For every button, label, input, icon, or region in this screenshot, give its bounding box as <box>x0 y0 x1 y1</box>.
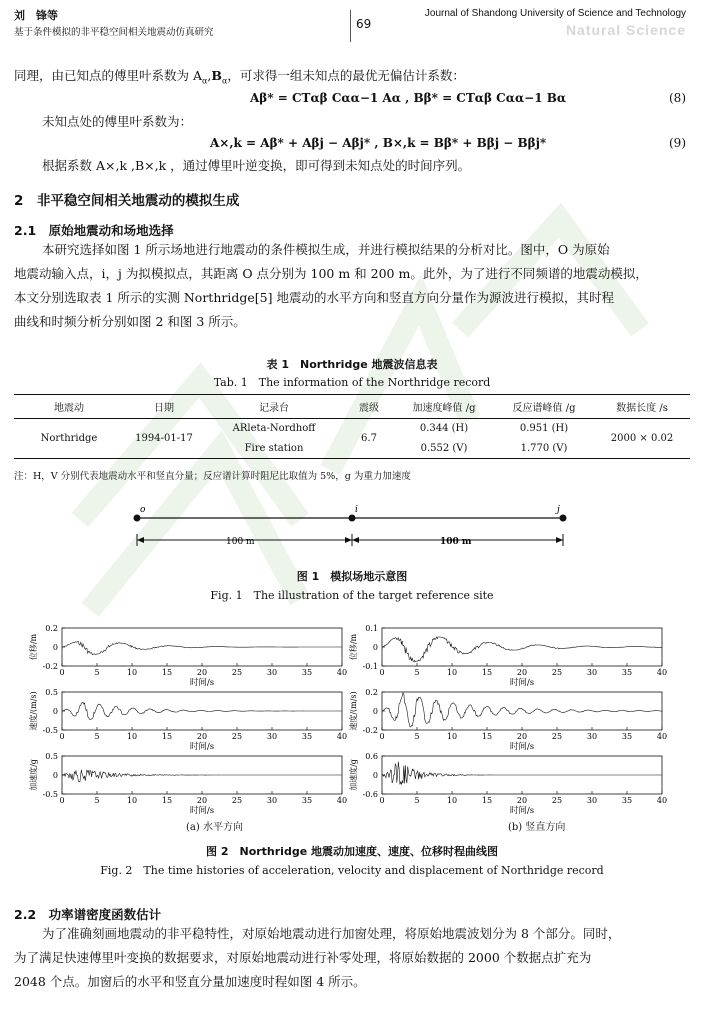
x-tick-label: 20 <box>516 668 528 677</box>
figure-2-caption-cn: 图 2 Northridge 地震动加速度、速度、位移时程曲线图 <box>206 845 498 858</box>
x-tick-label: 5 <box>414 796 420 805</box>
series-line-acceleration-V <box>382 762 662 785</box>
running-header-author: 刘 锋等 <box>14 9 58 22</box>
y-axis-label: 位移/m <box>29 633 38 661</box>
x-tick-label: 40 <box>656 732 668 741</box>
figure-1-caption-cn: 图 1 模拟场地示意图 <box>296 570 408 583</box>
y-tick-label: 0.5 <box>45 752 58 761</box>
x-tick-label: 20 <box>516 732 528 741</box>
table-1 <box>14 394 690 459</box>
distance-1-label: 100 m <box>226 537 255 547</box>
x-tick-label: 0 <box>59 668 65 677</box>
table-1-note: 注：H，V 分别代表地震动水平和竖直分量；反应谱计算时阻尼比取值为 5%，g 为重力加速度 <box>14 471 411 482</box>
x-axis-label: 时间/s <box>189 678 215 688</box>
x-tick-label: 15 <box>481 668 493 677</box>
table-1-caption-cn: 表 1 Northridge 地震波信息表 <box>266 358 438 371</box>
table-cell-pga: 0.344 (H) <box>419 423 469 435</box>
x-tick-label: 30 <box>586 732 598 741</box>
x-tick-label: 40 <box>656 668 668 677</box>
equation-8-number: (8) <box>669 91 686 105</box>
x-tick-label: 30 <box>266 796 278 805</box>
paragraph-21-line3: 本文分别选取表 1 所示的实测 Northridge[5] 地震动的水平方向和竖直方向分量作为源波进行模拟，其时程 <box>14 290 614 305</box>
x-tick-label: 0 <box>379 668 385 677</box>
journal-name: Journal of Shandong University of Science and Technology <box>424 8 686 19</box>
section-2-heading: 2 非平稳空间相关地震动的模拟生成 <box>14 193 240 209</box>
paragraph-22-line2: 为了满足快速傅里叶变换的数据要求，对原始地震动进行补零处理，将原始数据的 2000 个数据点扩充为 <box>14 950 592 965</box>
y-tick-label: 0.6 <box>365 752 378 761</box>
y-tick-label: 0 <box>372 707 378 716</box>
table-cell-sa: 1.770 (V) <box>520 442 568 454</box>
y-tick-label: 0.5 <box>45 688 58 697</box>
y-tick-label: -0.5 <box>42 726 58 735</box>
equation-9-number: (9) <box>669 136 686 150</box>
x-tick-label: 25 <box>551 796 563 805</box>
x-tick-label: 10 <box>446 732 458 741</box>
distance-2-label: 100 m <box>440 537 472 547</box>
x-tick-label: 10 <box>446 668 458 677</box>
table-header-magnitude: 震级 <box>359 403 379 414</box>
figure-1-caption-en: Fig. 1 The illustration of the target reference site <box>210 589 494 602</box>
paragraph-after-eq9: 根据系数 A×,k ,B×,k ，通过傅里叶逆变换，即可得到未知点处的时间序列。 <box>42 158 471 173</box>
x-axis-label: 时间/s <box>189 742 215 752</box>
y-tick-label: 0 <box>52 707 58 716</box>
x-tick-label: 35 <box>301 732 313 741</box>
paragraph-22-line1: 为了准确刻画地震动的非平稳特性，对原始地震动进行加窗处理，将原始地震波划分为 8 个部分。同时， <box>42 926 621 941</box>
figure-2-sub-b: (b) 竖直方向 <box>508 822 566 833</box>
y-tick-label: -0.6 <box>362 790 378 799</box>
x-tick-label: 5 <box>94 796 100 805</box>
series-line-velocity-H <box>62 702 342 719</box>
y-tick-label: 0.2 <box>365 688 378 697</box>
table-cell-date: 1994-01-17 <box>135 433 193 444</box>
x-tick-label: 15 <box>161 668 173 677</box>
x-tick-label: 0 <box>59 796 65 805</box>
y-tick-label: 0.1 <box>365 624 378 633</box>
y-tick-label: 0 <box>372 643 378 652</box>
x-tick-label: 0 <box>379 732 385 741</box>
table-cell-quake: Northridge <box>40 433 98 444</box>
x-tick-label: 0 <box>379 796 385 805</box>
y-axis-label: 位移/m <box>349 633 358 661</box>
figure-2-sub-a: (a) 水平方向 <box>186 822 243 833</box>
table-cell-sa: 0.951 (H) <box>519 423 569 435</box>
table-header-date: 日期 <box>154 403 174 414</box>
y-tick-label: 0 <box>52 771 58 780</box>
x-tick-label: 40 <box>656 796 668 805</box>
table-header-sa: 反应谱峰值 /g <box>512 403 576 414</box>
x-tick-label: 25 <box>231 796 243 805</box>
point-i-marker <box>349 515 356 522</box>
page-number: 69 <box>356 17 372 31</box>
x-tick-label: 5 <box>94 668 100 677</box>
y-tick-label: 0 <box>52 643 58 652</box>
paragraph-21-line1: 本研究选择如图 1 所示场地进行地震动的条件模拟生成，并进行模拟结果的分析对比。图中，O 为原始 <box>42 242 610 257</box>
y-axis-label: 速度/(m/s) <box>29 691 38 731</box>
x-tick-label: 35 <box>301 668 313 677</box>
x-tick-label: 15 <box>161 796 173 805</box>
section-2-1-heading: 2.1 原始地震动和场地选择 <box>14 223 174 238</box>
x-tick-label: 35 <box>621 796 633 805</box>
x-tick-label: 15 <box>481 732 493 741</box>
series-line-acceleration-H <box>62 770 342 782</box>
point-i-label: i <box>355 505 358 515</box>
x-tick-label: 5 <box>414 732 420 741</box>
table-header-quake: 地震动 <box>54 403 84 414</box>
section-2-2-heading: 2.2 功率谱密度函数估计 <box>14 907 162 922</box>
x-tick-label: 15 <box>161 732 173 741</box>
x-tick-label: 0 <box>59 732 65 741</box>
series-line-displacement-H <box>62 641 342 654</box>
x-tick-label: 30 <box>586 796 598 805</box>
point-o-marker <box>134 515 141 522</box>
x-axis-label: 时间/s <box>189 806 215 816</box>
x-tick-label: 35 <box>621 668 633 677</box>
y-tick-label: -0.2 <box>362 726 378 735</box>
table-cell-magnitude: 6.7 <box>361 433 377 444</box>
table-cell-station: ARleta-Nordhoff <box>232 423 316 435</box>
x-tick-label: 5 <box>414 668 420 677</box>
table-header-station: 记录台 <box>259 403 289 414</box>
paragraph-21-line4: 曲线和时频分析分别如图 2 和图 3 所示。 <box>14 314 246 329</box>
x-tick-label: 20 <box>196 668 208 677</box>
x-tick-label: 30 <box>266 668 278 677</box>
figure-1-diagram <box>0 500 704 560</box>
x-tick-label: 25 <box>231 732 243 741</box>
x-tick-label: 30 <box>266 732 278 741</box>
x-tick-label: 35 <box>301 796 313 805</box>
x-tick-label: 40 <box>336 668 348 677</box>
figure-2-charts <box>0 620 704 835</box>
x-tick-label: 10 <box>126 668 138 677</box>
y-tick-label: -0.5 <box>42 790 58 799</box>
x-tick-label: 20 <box>516 796 528 805</box>
x-tick-label: 35 <box>621 732 633 741</box>
x-tick-label: 30 <box>586 668 598 677</box>
y-axis-label: 加速度/g <box>349 759 358 791</box>
x-tick-label: 10 <box>126 796 138 805</box>
table-header-pga: 加速度峰值 /g <box>412 403 476 414</box>
y-axis-label: 速度/(m/s) <box>349 691 358 731</box>
x-tick-label: 40 <box>336 732 348 741</box>
table-cell-pga: 0.552 (V) <box>420 442 468 454</box>
y-tick-label: -0.2 <box>42 662 58 671</box>
x-tick-label: 10 <box>126 732 138 741</box>
x-axis-label: 时间/s <box>509 678 535 688</box>
series-line-velocity-V <box>382 693 662 727</box>
table-cell-station: Fire station <box>244 442 304 454</box>
figure-2-caption-en: Fig. 2 The time histories of acceleration, velocity and displacement of Northridge record <box>100 864 604 877</box>
equation-9: A×,k = Aβ* + Aβj − Aβj* , B×,k = Bβ* + Bβj − Bβj* <box>210 136 547 150</box>
table-header-length: 数据长度 /s <box>616 403 668 414</box>
equation-8: Aβ* = CTαβ Cαα−1 Aα , Bβ* = CTαβ Cαα−1 Bα <box>250 91 567 105</box>
x-tick-label: 5 <box>94 732 100 741</box>
y-tick-label: -0.1 <box>362 662 378 671</box>
y-tick-label: 0 <box>372 771 378 780</box>
running-header-title: 基于条件模拟的非平稳空间相关地震动仿真研究 <box>14 27 214 38</box>
x-tick-label: 40 <box>336 796 348 805</box>
table-cell-length: 2000 × 0.02 <box>610 433 674 444</box>
eq8-intro: 同理，由已知点的傅里叶系数为 $A_\alpha,B_\alpha$，可求得一组未知点的最优无偏估计系数： <box>14 68 465 86</box>
series-line-displacement-V <box>382 637 662 662</box>
x-tick-label: 15 <box>481 796 493 805</box>
x-tick-label: 25 <box>231 668 243 677</box>
paragraph-22-line3: 2048 个点。加窗后的水平和竖直分量加速度时程如图 4 所示。 <box>14 974 366 989</box>
x-tick-label: 20 <box>196 796 208 805</box>
x-axis-label: 时间/s <box>509 742 535 752</box>
x-tick-label: 25 <box>551 732 563 741</box>
point-j-marker <box>560 515 567 522</box>
eq9-intro: 未知点处的傅里叶系数为： <box>42 114 193 129</box>
journal-series: Natural Science <box>565 22 686 38</box>
x-tick-label: 20 <box>196 732 208 741</box>
table-1-caption-en: Tab. 1 The information of the Northridge record <box>213 376 491 389</box>
x-tick-label: 25 <box>551 668 563 677</box>
paragraph-21-line2: 地震动输入点，i，j 为拟模拟点，其距离 O 点分别为 100 m 和 200 m。此外，为了进行不同频谱的地震动模拟， <box>14 266 648 281</box>
header-divider <box>350 10 351 42</box>
y-tick-label: 0.2 <box>45 624 58 633</box>
point-o-label: o <box>140 505 146 515</box>
x-tick-label: 10 <box>446 796 458 805</box>
point-j-label: j <box>557 505 560 515</box>
x-axis-label: 时间/s <box>509 806 535 816</box>
y-axis-label: 加速度/g <box>29 759 38 791</box>
